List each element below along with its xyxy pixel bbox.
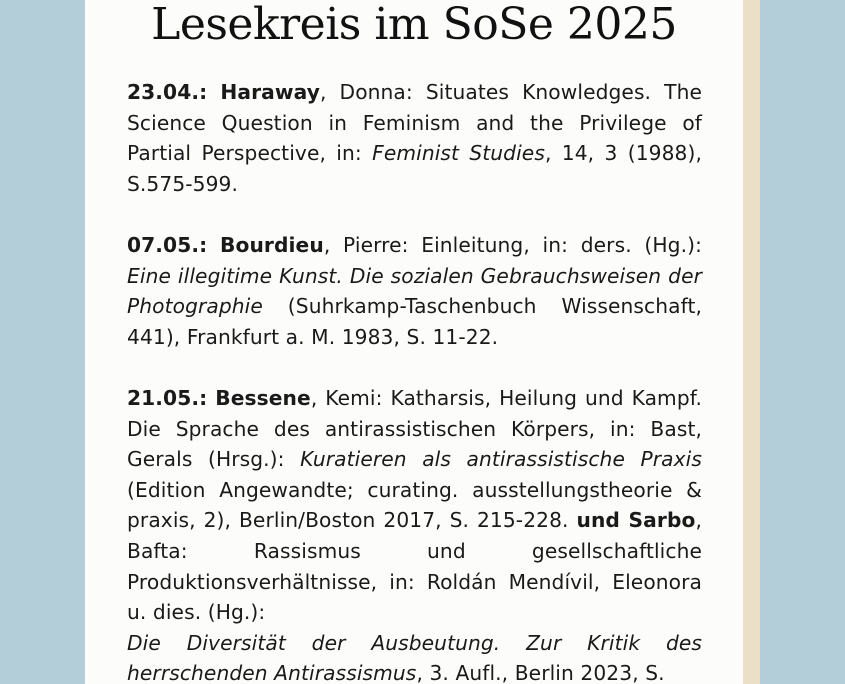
page-title: Lesekreis im SoSe 2025 <box>151 0 677 50</box>
entry-date: 21.05.: <box>127 385 208 410</box>
reading-list-page <box>85 0 743 684</box>
entry-date: 23.04.: <box>127 80 208 104</box>
entry-source-title: Eine illegitime Kunst. Die sozialen Gebrauchsweisen der Photographie <box>127 263 702 319</box>
entry-author: und Sarbo <box>576 508 696 533</box>
entry-text: (Edition Angewandte; curating. ausstellungstheorie & praxis, 2), Berlin/Boston 2017, S. 215-228. <box>127 477 702 533</box>
entry-date: 07.05.: <box>127 232 208 257</box>
entry-text: , Pierre: Einleitung, in: ders. (Hg.): <box>323 232 702 257</box>
entry-source-title: Die Diversität der Ausbeutung. Zur Kritik des herrschenden Antirassismus <box>127 630 702 684</box>
entry-author: Bourdieu <box>220 232 324 257</box>
entry-source-title: Kuratieren als antirassistische Praxis <box>300 447 702 472</box>
entry-text: , 3. Aufl., Berlin 2023, S. <box>416 661 665 684</box>
entry-text: , Donna: Situates Knowledges. The Science Question in Feminism and the Privilege of Partial Perspective, in: <box>127 80 702 166</box>
reading-entry <box>127 383 702 684</box>
decorative-side-strip <box>743 0 760 684</box>
entry-text: , Bafta: Rassismus und gesellschaftliche Produktionsverhältnisse, in: Roldán Mendívil, Eleonora u. dies. (Hg.): <box>127 508 702 625</box>
reading-entry <box>127 230 702 352</box>
entry-text: , Kemi: Katharsis, Heilung und Kampf. Die Sprache des antirassistischen Körpers, in: Bast, Gerals (Hrsg.): <box>127 385 702 472</box>
reading-entry <box>127 77 702 199</box>
entry-author: Bessene <box>215 385 311 410</box>
entry-text: (Suhrkamp-Taschenbuch Wissenschaft, 441), Frankfurt a. M. 1983, S. 11-22. <box>127 294 702 349</box>
entry-author: Haraway <box>220 80 320 104</box>
entry-source-title: Feminist Studies <box>372 141 545 166</box>
entry-text: , 14, 3 (1988), S.575-599. <box>127 141 702 196</box>
reading-list <box>127 77 702 684</box>
